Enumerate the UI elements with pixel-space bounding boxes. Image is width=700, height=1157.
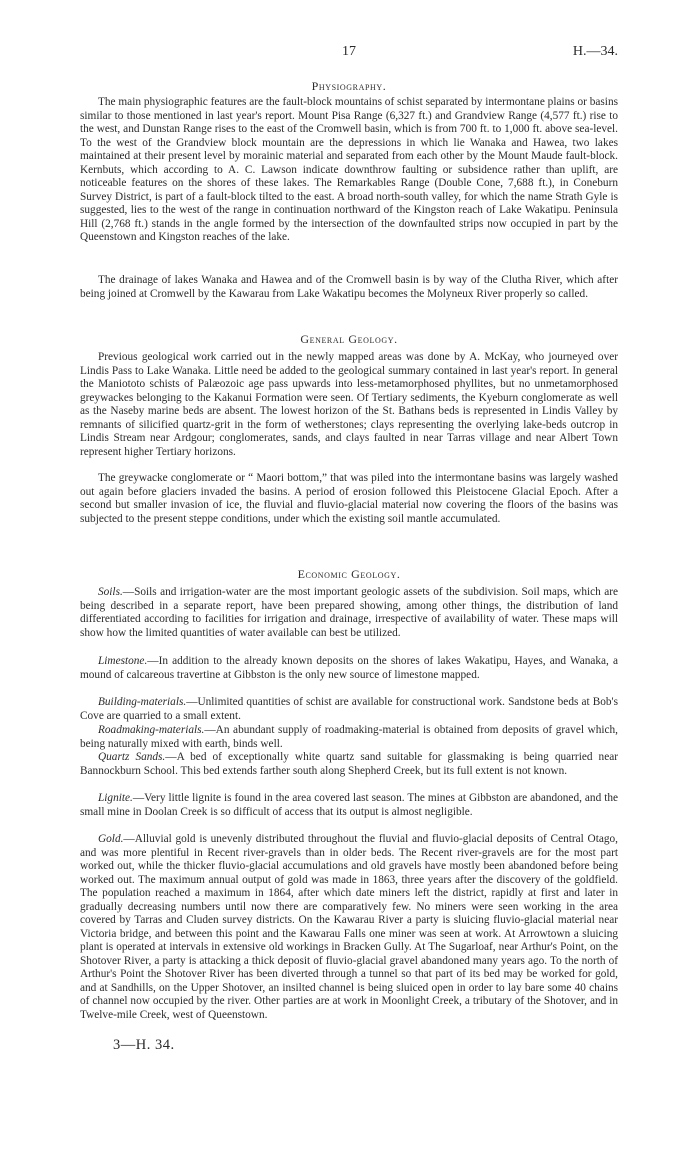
paragraph: The greywacke conglomerate or “ Maori bottom,” that was piled into the intermontane basins was largely washed out again before glaciers invaded the basins. A period of erosion followed this Pleistocene Glacial Epoch. After a second but smaller invasion of ice, the fluvial and fluvio-glacial material now covering the floors of the basins was subjected to the present steppe conditions, under which the existing soil mantle accumulated. <box>80 472 618 525</box>
paragraph-lead: Lignite. <box>98 792 133 804</box>
paragraph-text: —Soils and irrigation-water are the most important geologic assets of the subdivision. Soil maps, which are being described in a separate report, have been prepared showing, among other things, the distribution of land differentiated according to facilities for irrigation and drainage, irrespective of availability of water. These maps will show how the limited quantities of water available can best be utilized. <box>80 586 618 639</box>
paragraph-lead: Soils. <box>98 586 123 598</box>
section-heading-economic-geology: Economic Geology. <box>297 567 401 581</box>
paragraph: The main physiographic features are the fault-block mountains of schist separated by intermontane plains or basins similar to those mentioned in last year's report. Mount Pisa Range (6,327 ft.) and Grandview Range (4,577 ft.) rise to the west, and Dunstan Range rises to the east of the Cromwell basin, which is from 700 ft. to 1,000 ft. above sea-level. To the west of the Grandview block mountain are the depressions in which lie Wanaka and Hawea, two lakes maintained at their present level by morainic material and separated from each other by the Mount Maude fault-block. Kernbuts, which according to A. C. Lawson indicate downthrow faulting or subsidence rather than uplift, are noticeable features on the shores of these lakes. The Remarkables Range (Double Cone, 7,688 ft.), in Coneburn Survey District, is part of a fault-block tilted to the east. A broad north-south valley, for which the name Strath Gyle is suggested, lies to the west of the range in continuation northward of the Kingston reach of Lake Wakatipu. Peninsula Hill (2,768 ft.) stands in the angle formed by the intersection of the downfaulted strips now occupied in part by the Queenstown and Kingston reaches of the lake. <box>80 96 618 243</box>
page-number: 17 <box>342 44 356 59</box>
page-signature: 3—H. 34. <box>113 1037 175 1053</box>
paragraph-lead: Roadmaking-materials. <box>98 724 205 736</box>
paragraph-building-materials <box>80 696 618 723</box>
paragraph-roadmaking-materials <box>80 724 618 751</box>
paragraph-soils <box>80 586 618 640</box>
paragraph-text: —Very little lignite is found in the area covered last season. The mines at Gibbston are abandoned, and the small mine in Doolan Creek is so difficult of access that its output is almost negligible. <box>80 792 618 818</box>
paragraph-lead: Gold. <box>98 833 124 845</box>
paragraph-lead: Building-materials. <box>98 696 187 708</box>
paragraph-lead: Limestone. <box>98 655 148 667</box>
page-header <box>80 44 618 62</box>
paragraph-gold <box>80 833 618 1022</box>
paragraph-lignite <box>80 792 618 819</box>
paragraph-text: —In addition to the already known deposits on the shores of lakes Wakatipu, Hayes, and Wanaka, a mound of calcareous travertine at Gibbston is the only new source of limestone mapped. <box>80 655 618 681</box>
paragraph-quartz-sands <box>80 751 618 778</box>
document-reference: H.—34. <box>572 44 618 59</box>
paragraph-text: —A bed of exceptionally white quartz sand suitable for glassmaking is being quarried near Bannockburn School. This bed extends farther south along Shepherd Creek, but its full extent is not known. <box>80 751 618 777</box>
paragraph-text: —Unlimited quantities of schist are available for constructional work. Sandstone beds at Bob's Cove are quarried to a small extent. <box>80 696 618 722</box>
paragraph: The drainage of lakes Wanaka and Hawea and of the Cromwell basin is by way of the Clutha River, which after being joined at Cromwell by the Kawarau from Lake Wakatipu becomes the Molyneux River properly so called. <box>80 274 618 300</box>
paragraph-lead: Quartz Sands. <box>98 751 166 763</box>
paragraph-limestone <box>80 655 618 682</box>
section-heading-physiography: Physiography. <box>311 79 387 93</box>
paragraph: Previous geological work carried out in the newly mapped areas was done by A. McKay, who journeyed over Lindis Pass to Lake Wanaka. Little need be added to the geological summary contained in last year's report. In general the Maniototo schists of Palæozoic age pass upwards into less-metamorphosed phyllites, but no unmetamorphosed greywackes belonging to the Kakanui Formation were seen. Of Tertiary sediments, the Kyeburn conglomerate as well as the Naseby marine beds are absent. The lowest horizon of the St. Bathans beds is represented in Lindis Valley by remnants of silicified quartz-grit in the form of wetherstones; clays representing the overlying lake-beds outcrop in Lindis Stream near Ardgour; conglomerates, sands, and clays faulted in near Tarras village and near Albert Town represent higher Tertiary horizons. <box>80 351 618 458</box>
section-heading-general-geology: General Geology. <box>300 332 398 346</box>
paragraph-text: —An abundant supply of roadmaking-material is obtained from deposits of gravel which, being naturally mixed with earth, binds well. <box>80 724 618 750</box>
paragraph-text: —Alluvial gold is unevenly distributed throughout the fluvial and fluvio-glacial deposits of Central Otago, and was more plentiful in Recent river-gravels than in older beds. The Recent river-gravels are for the most part worked out, while the thicker fluvio-glacial accumulations and old gravels have mostly been abandoned before being worked out. The maximum annual output of gold was made in 1863, three years after the discovery of the goldfield. The population reached a maximum in 1864, after which date miners left the district, rapidly at first and later in gradually decreasing numbers until now there are comparatively few. No miners were seen working in the area covered by Tarras and Cluden survey districts. On the Kawarau River a party is sluicing fluvio-glacial material near Victoria bridge, and between this point and the Kawarau Falls one miner was seen at work. At Arrowtown a sluicing plant is operated at intervals in extensive old workings in Bracken Gully. At The Sugarloaf, near Arthur's Point, on the Shotover River, a party is attacking a thick deposit of fluvio-glacial gravel abandoned many years ago. To the north of Arthur's Point the Shotover River has been diverted through a tunnel so that part of its bed may be worked for gold, and at Sandhills, on the Upper Shotover, an insilted channel is being sluiced open in order to lay bare some 40 chains of channel now occupied by the river. Other parties are at work in Moonlight Creek, a tributary of the Shotover, and in Twelve-mile Creek, west of Queenstown. <box>80 833 618 1021</box>
